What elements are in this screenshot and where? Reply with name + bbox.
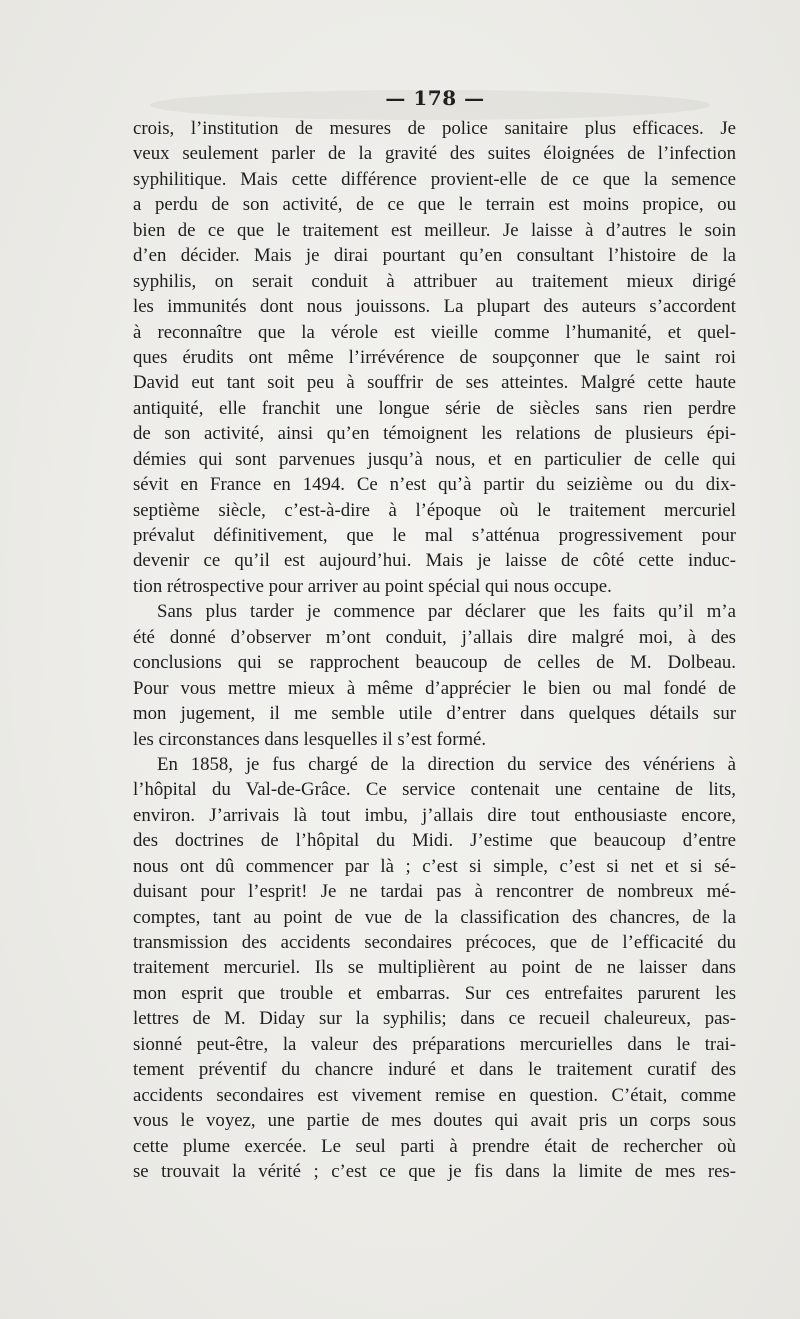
text-line: transmission des accidents secondaires précoces, que de l’efficacité du bbox=[133, 932, 736, 953]
text-line: David eut tant soit peu à souffrir de ses atteintes. Malgré cette haute bbox=[133, 372, 736, 394]
text-line: démies qui sont parvenues jusqu’à nous, et en particulier de celle qui bbox=[133, 448, 736, 470]
text-line: conclusions qui se rapprochent beaucoup de celles de M. Dolbeau. bbox=[133, 652, 736, 674]
text-line: les circonstances dans lesquelles il s’est formé. bbox=[133, 728, 487, 750]
text-line: ques érudits ont même l’irrévérence de soupçonner que le saint roi bbox=[133, 346, 736, 368]
text-line: nous ont dû commencer par là ; c’est si simple, c’est si net et si sé- bbox=[133, 855, 736, 877]
text-line: cette plume exercée. Le seul parti à prendre était de rechercher où bbox=[133, 1135, 736, 1157]
text-line: mon jugement, il me semble utile d’entrer dans quelques détails sur bbox=[133, 703, 736, 725]
text-line: duisant pour l’esprit! Je ne tardai pas à rencontrer de nombreux mé- bbox=[133, 881, 736, 903]
text-line: traitement mercuriel. Ils se multiplièrent au point de ne laisser dans bbox=[133, 957, 736, 979]
text-line: mon esprit que trouble et embarras. Sur ces entrefaites parurent les bbox=[133, 982, 736, 1004]
text-line: tion rétrospective pour arriver au point spécial qui nous occupe. bbox=[133, 575, 612, 597]
text-line: devenir ce qu’il est aujourd’hui. Mais je laisse de côté cette induc- bbox=[133, 550, 736, 572]
text-line: environ. J’arrivais là tout imbu, j’allais dire tout enthousiaste encore, bbox=[133, 804, 736, 826]
text-line: Pour vous mettre mieux à même d’apprécier le bien ou mal fondé de bbox=[133, 677, 736, 699]
text-line: syphilitique. Mais cette différence provient-elle de ce que la semence bbox=[133, 168, 736, 190]
text-line: l’hôpital du Val-de-Grâce. Ce service contenait une centaine de lits, bbox=[133, 779, 736, 801]
text-line: se trouvait la vérité ; c’est ce que je fis dans la limite de mes res- bbox=[133, 1160, 736, 1182]
text-line: à reconnaître que la vérole est vieille comme l’humanité, et quel- bbox=[133, 321, 736, 343]
text-line: lettres de M. Diday sur la syphilis; dans ce recueil chaleureux, pas- bbox=[133, 1008, 736, 1030]
text-line: de son activité, ainsi qu’en témoignent les relations de plusieurs épi- bbox=[133, 423, 736, 445]
text-line: des doctrines de l’hôpital du Midi. J’estime que beaucoup d’entre bbox=[133, 830, 736, 852]
text-line: crois, l’institution de mesures de police sanitaire plus efficaces. Je bbox=[133, 118, 736, 139]
text-line: antiquité, elle franchit une longue série de siècles sans rien perdre bbox=[133, 397, 736, 419]
text-line: veux seulement parler de la gravité des suites éloignées de l’infection bbox=[133, 143, 736, 165]
text-line: sionné peut-être, la valeur des préparations mercurielles dans le trai- bbox=[133, 1033, 736, 1055]
text-line: sévit en France en 1494. Ce n’est qu’à partir du seizième ou du dix- bbox=[133, 474, 736, 496]
text-line: a perdu de son activité, de ce que le terrain est moins propice, ou bbox=[133, 194, 736, 216]
body-text bbox=[133, 116, 736, 1184]
text-line: les immunités dont nous jouissons. La plupart des auteurs s’accordent bbox=[133, 296, 736, 318]
text-line: tement préventif du chancre induré et dans le traitement curatif des bbox=[133, 1059, 736, 1081]
text-line: bien de ce que le traitement est meilleur. Je laisse à d’autres le soin bbox=[133, 219, 736, 241]
text-line: En 1858, je fus chargé de la direction du service des vénériens à bbox=[157, 753, 736, 775]
text-line: Sans plus tarder je commence par déclarer que les faits qu’il m’a bbox=[157, 601, 736, 623]
text-line: accidents secondaires est vivement remise en question. C’était, comme bbox=[133, 1084, 736, 1106]
text-line: syphilis, on serait conduit à attribuer au traitement mieux dirigé bbox=[133, 270, 736, 292]
text-line: septième siècle, c’est-à-dire à l’époque où le traitement mercuriel bbox=[133, 499, 736, 521]
text-line: vous le voyez, une partie de mes doutes qui avait pris un corps sous bbox=[133, 1110, 736, 1132]
text-line: prévalut définitivement, que le mal s’atténua progressivement pour bbox=[133, 525, 736, 546]
page-number: — 178 — bbox=[385, 86, 485, 110]
text-line: été donné d’observer m’ont conduit, j’allais dire malgré moi, à des bbox=[133, 626, 736, 648]
text-line: comptes, tant au point de vue de la classification des chancres, de la bbox=[133, 906, 736, 928]
text-line: d’en décider. Mais je dirai pourtant qu’en consultant l’histoire de la bbox=[133, 245, 736, 267]
